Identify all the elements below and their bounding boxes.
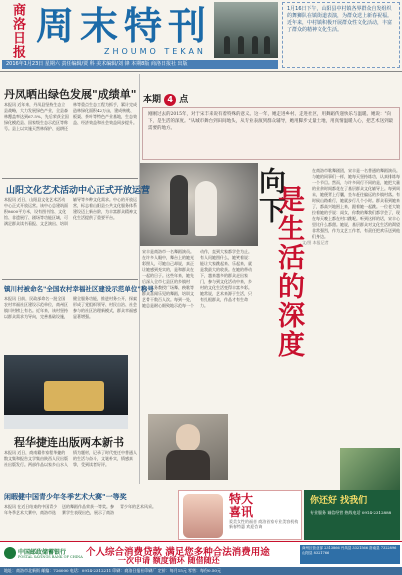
ad-subtitle: 爱美女性的福音 商洛首家专业美容机构 新春特惠 欢迎咨询: [229, 519, 299, 529]
photo-snow-ground: [4, 415, 128, 429]
masthead: [0, 0, 402, 67]
article-headline: 镇川村被命名"全国农村幸福社区建设示范单位"称号: [4, 285, 154, 293]
issue-info-bar: 2016年1月23日 星期六 责任编辑/贾 科 美术编辑/刘 锋 本期8版 商洛日报社 出版: [2, 60, 278, 69]
feature-byline: 文/图 本报记者: [302, 240, 329, 245]
newspaper-logo: 商洛日报: [10, 3, 25, 59]
ad-headline: 个人综合消费贷款 满足您多种合法消费用途: [86, 547, 270, 558]
advertisement-bank[interactable]: [0, 541, 402, 567]
feature-intro: 刚刚过去的2015年，对于宋丰来说有着特殊的意义。这一年，她走进乡村、走进社区，用舞蹈传递快乐与温暖。她说："向下，是生活的深度。"从城市舞台到田间地头，从专业表演到群众辅导，她用脚步丈量土地，用真情温暖人心，把艺术送到最需要的地方。: [142, 107, 400, 160]
right-column-photo: [340, 448, 400, 493]
bank-name-en: POSTAL SAVINGS BANK OF CHINA: [18, 555, 83, 559]
feature-vertical-title: 向 下: [259, 167, 286, 227]
photo-figure: [252, 36, 258, 54]
photo-figure: [195, 181, 217, 236]
divider: [0, 71, 402, 72]
article-body: 本报讯 日前，民政部命名一批全国农村幸福社区建设示范单位，商州区镇川村榜上有名。近年来，该村坚持以群众需求为导向，完善基础设施，健全服务功能，推进村务公开，探索形成了党组织领导、村民自治、社会参与的社区治理新模式，群众幸福感显著增强。: [4, 296, 137, 319]
article-headline: 闲暇健中国青少年冬季艺术大赛"一等奖: [4, 493, 127, 501]
page-title-pinyin: ZHOUMO TEKAN: [104, 47, 206, 56]
divider: [2, 279, 138, 280]
article-body: 本报讯 近日，山阳县文化艺术活动中心正式开放运营。该中心总建筑面积8600平方米，设有图书馆、文化馆、非遗展厅、剧场等功能区域，可满足群众读书看报、文艺演出、培训辅导等多种文化需求。中心的开放运营，标志着山阳县公共文化服务体系建设迈上新台阶，为丰富群众精神文化生活提供了重要平台。: [4, 197, 137, 226]
feature-vertical-title-cont: 是 生 活 的 深 度: [278, 185, 305, 361]
ad-title: 你还好 找我们: [310, 496, 368, 506]
bank-name: 中国邮政储蓄银行: [18, 549, 67, 556]
divider: [2, 178, 138, 179]
photo-figure: [238, 36, 244, 54]
feature-portrait-photo: [148, 414, 228, 480]
ad-subtitle: 专业服务 诚信经营 热线电话 0914-2312888: [310, 510, 392, 515]
page-title: 周末特刊: [36, 4, 213, 48]
bank-logo-icon: [4, 547, 16, 559]
article-headline: 程华捷连出版两本新书: [14, 436, 124, 449]
photo-figure: [224, 36, 230, 54]
photo-body: [166, 450, 210, 480]
article-photo-snow: [4, 355, 128, 429]
section-number-badge: 4: [164, 94, 176, 106]
photo-bus: [44, 381, 104, 411]
article-headline: 丹凤晒出绿色发展"成绩单": [4, 88, 137, 101]
feature-body: 宋丰是商洛市一名舞蹈演员。在许多人眼中，舞台上的她光彩照人，可她自己却说，真正让她感到充实的，是和群众在一起的日子。这些年来，她先后深入全市七县区的乡镇村组，义务教授广场舞、秧歌等群众喜闻乐见的舞蹈，培训文艺骨干数百人次。每到一处，她总是耐心细致地示范每一个动作，直到大家都学会为止。有人问她图什么，她笑着说：能让大家跳起来、乐起来，就是我最大的收获。在她的带动下，越来越多的群众走出家门，参与到文化活动中来，乡村的文化生活变得丰富多彩。她常说，艺术来源于生活，只有扎根群众，作品才有生命力。: [142, 249, 252, 308]
ad-subheadline: 一次申请 额度循环 随借随还: [118, 556, 220, 565]
article-body: 本报讯 在近日结束的中国青少年冬季艺术大赛中，商洛市选送的舞蹈作品荣获一等奖。参赛学生表现出色，展示了商洛青少年的艺术风采。: [4, 504, 156, 515]
masthead-photo: [214, 2, 278, 58]
photo-figure: [170, 175, 188, 235]
ad-contact-box: 商州区营业部 2313866 丹凤县 3321566 洛南县 7322896 山阳县 8321766: [300, 545, 400, 564]
article-headline: 山阳文化艺术活动中心正式开放运营: [6, 186, 151, 196]
photo-face: [176, 424, 200, 452]
ad-model-photo: [183, 494, 223, 538]
right-column-body: 在商洛市歌舞剧团，宋丰是一名普通的舞蹈演员。与她的同事们一样，她每天坚持练功，认真排练每一个节目。然而，与许多同行不同的是，她把大量的业余时间都花在了基层群众文化辅导上。每到周末，她便背上行囊，坐车赶往偏远的乡镇村落。有时候山路难行，她就步行几个小时。群众看到她来了，都高兴地围上来，跟着她一起跳。一位老大娘拉着她的手说：闺女，你教的舞我们都学会了，现在每天晚上都在村口跳呢。听到这样的话，宋丰心里比什么都甜。她说，基层群众对文化生活的渴望非常强烈，作为文艺工作者，有责任把欢乐送到他们身边。: [312, 168, 400, 239]
advertisement-beauty[interactable]: [178, 490, 302, 540]
feature-photo: [140, 163, 258, 246]
ad-title: 特大 喜讯: [229, 492, 254, 519]
column-divider: [139, 74, 140, 484]
advertisement-service[interactable]: [304, 490, 400, 540]
section-label: 本期 4 点: [143, 95, 189, 105]
photo-figure: [264, 36, 270, 54]
masthead-news-box: 1月16日下午，山阳县中村镇各界群众自发组织的舞狮队在镇街道表演，为群众送上新春祝福。近年来，中村镇积极开展群众性文化活动，丰富了群众的精神文化生活。: [282, 2, 400, 68]
page-footer: 地址：商洛市北新街 邮编：726000 电话：0914-2312211 印刷：商洛日报社印刷厂 定价：每月15元 零售：每份0.50元: [0, 567, 402, 575]
article-body: 本报讯 近年来，丹凤县坚持生态立县战略，大力发展绿色产业，全县森林覆盖率达到67.5%，先后荣获全国绿化模范县、国家级生态示范区等称号。县上以实施天然林保护、退耕还林等重点生态工程为抓手，累计完成造林绿化面积42万亩，建成核桃、板栗、茶叶等特色产业基地，生态效益、经济效益和社会效益同步提升。: [4, 102, 137, 131]
article-body: 本报讯 近日，商南籍作家程华捷的散文集和报告文学集由陕西人民出版社出版发行。两部作品以家乡山水人情为题材，记录了时代变迁中普通人的生活与奋斗，文笔朴实，情感真挚，受到读者好评。: [4, 450, 137, 467]
